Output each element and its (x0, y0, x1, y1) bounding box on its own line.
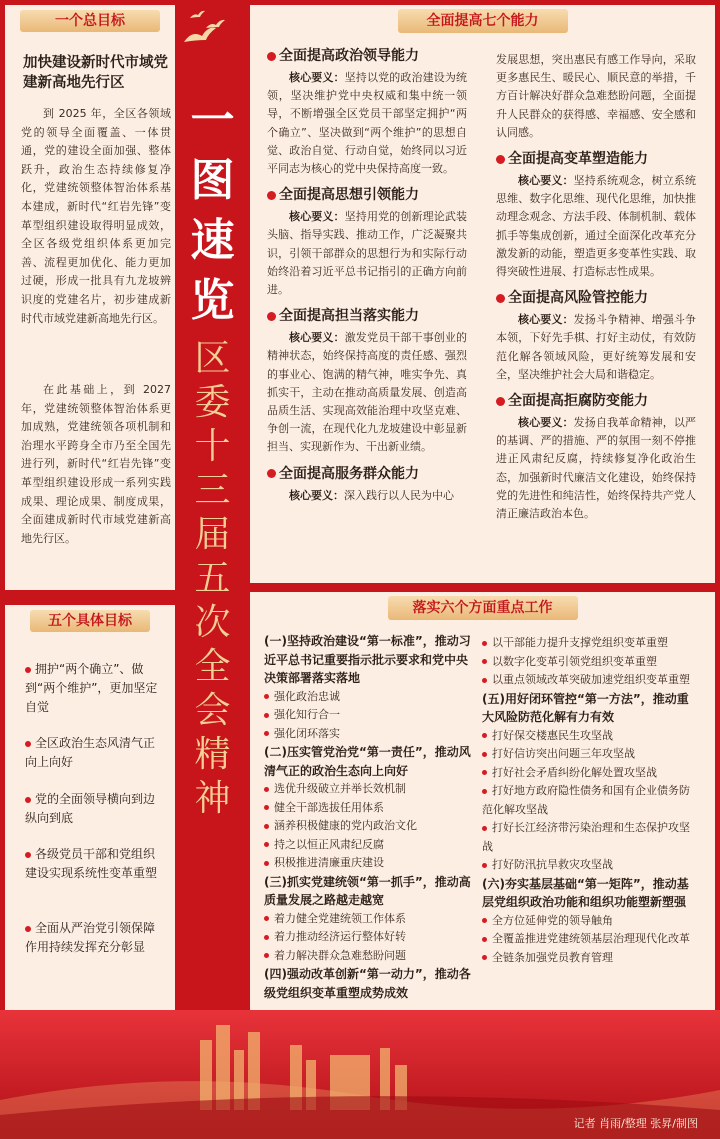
task-item: 强化知行合一 (264, 706, 474, 725)
bullet-dot-icon (482, 955, 487, 960)
bullet-dot-icon (25, 797, 31, 803)
ability-body: 核心要义：发扬自我革命精神，以严的基调、严的措施、严的氛围一刻不停推进正风肃纪反腐，持续修复净化政治生态，加强新时代廉洁文化建设，始终保持党的先进性和纯洁性，始终保持共产党人清正廉洁政治本色。 (496, 416, 697, 521)
task-item: 着力推动经济运行整体好转 (264, 928, 474, 947)
bullet-dot-icon (496, 397, 505, 406)
bullet-dot-icon (482, 918, 487, 923)
task-section-title: (三)抓实党建统领“第一抓手”，推动高质量发展之路越走越宽 (264, 874, 471, 907)
overall-goal-paragraph-1: 到 2025 年，全区各领域党的领导全面覆盖、一体贯通，党的建设全面加强、整体跃升，政治生态持续修复净化，党建统领整体智治体系基本建成，新时代“红岩先锋”变革型组织建设取得明显成效，全区各级党组织体系更加完善、流程更加优化、能力更加过硬，形成一批具有九龙坡辨识度的党建名片，初步建成新时代市域党建新高地先行区。 (21, 107, 171, 325)
overall-goal-panel (5, 5, 175, 590)
tasks-left-column (264, 632, 474, 1002)
bullet-dot-icon (267, 52, 276, 61)
overall-goal-paragraph-2: 在此基础上，到 2027 年，党建统领整体智治体系更加成熟，党建统领各项机制和治理水平跨身全市乃至全国先进行列，新时代“红岩先锋”变革型组织建设形成一系列实践成果、理论成果、制度成果，全面建成新时代市域党建新高地先行区。 (21, 383, 171, 545)
ability-title: 全面提高服务群众能力 (267, 463, 467, 485)
bullet-dot-icon (482, 863, 487, 868)
bullet-dot-icon (482, 770, 487, 775)
bullet-dot-icon (25, 667, 31, 673)
ability-body: 核心要义：坚持系统观念，树立系统思维、数字化思维、现代化思维，加快推动理念观念、方法手段、体制机制、载体抓手等集成创新，通过全面深化改革充分激发新的动能，塑造更多变革性实践、取得突破性进展、打造标志性成果。 (496, 174, 697, 279)
task-item: 以干部能力提升支撑党组织变革重塑 (482, 634, 692, 653)
vertical-title (180, 0, 245, 1000)
ability-body: 核心要义：发扬斗争精神、增强斗争本领，下好先手棋、打好主动仗，有效防范化解各领域风险，更好统筹发展和安全，坚决维护社会大局和谐稳定。 (496, 313, 697, 381)
task-item: 打好地方政府隐性债务和国有企业债务防范化解攻坚战 (482, 784, 690, 816)
ability-body: 核心要义：坚持用党的创新理论武装头脑、指导实践、推动工作，广泛凝聚共识，引领干部群众的思想行为和实际行动始终沿着习近平总书记指引的正确方向前进。 (267, 210, 468, 297)
title-glyph: 全 (194, 646, 231, 687)
overall-goal-banner: 一个总目标 (20, 10, 160, 32)
task-item: 涵养积极健康的党内政治文化 (264, 817, 474, 836)
goal-item: 拥护“两个确立”、做到“两个维护”，更加坚定自觉 (25, 662, 158, 714)
task-item: 打好信访突出问题三年攻坚战 (482, 745, 692, 764)
ability-title: 全面提高担当落实能力 (267, 305, 467, 327)
abilities-left-column (267, 45, 467, 511)
seven-abilities-banner: 全面提高七个能力 (398, 9, 568, 33)
bullet-dot-icon (25, 926, 31, 932)
task-section-title: (一)坚持政治建设“第一标准”，推动习近平总书记重要指示批示要求和党中央决策部署落实落地 (264, 634, 471, 685)
title-glyph: 区 (194, 338, 231, 379)
six-tasks-banner: 落实六个方面重点工作 (388, 596, 578, 620)
task-item: 积极推进清廉重庆建设 (264, 854, 474, 873)
bullet-dot-icon (264, 916, 269, 921)
title-glyph: 委 (194, 382, 231, 423)
ability-body: 核心要义：激发党员干部干事创业的精神状态，始终保持高度的责任感、强烈的事业心、饱满的精气神，唯实争先、真抓实干，主动在推动高质量发展、创造高品质生活、实现高效能治理中攻坚克难、争创一流，在现代化九龙坡建设中彰显新担当、实现新作为、干出新业绩。 (267, 331, 468, 454)
bullet-dot-icon (482, 752, 487, 757)
title-glyph: 速 (190, 216, 235, 265)
bullet-dot-icon (264, 953, 269, 958)
task-item: 全链条加强党员教育管理 (482, 949, 692, 968)
title-glyph: 神 (194, 778, 231, 819)
goal-item: 全面从严治党引领保障作用持续发挥充分彰显 (25, 921, 156, 954)
bullet-dot-icon (264, 787, 269, 792)
bullet-dot-icon (482, 937, 487, 942)
task-section-title: (五)用好闭环管控“第一方法”，推动重大风险防范化解有力有效 (482, 691, 689, 724)
bullet-dot-icon (264, 861, 269, 866)
task-item: 打好防汛抗旱救灾攻坚战 (482, 856, 692, 875)
title-glyph: 览 (190, 276, 235, 325)
bullet-dot-icon (267, 469, 276, 478)
title-glyph: 次 (194, 602, 231, 643)
goal-item: 全区政治生态风清气正向上向好 (25, 736, 156, 769)
ability-title: 全面提高变革塑造能力 (496, 148, 696, 170)
bullet-dot-icon (482, 826, 487, 831)
tasks-right-column (482, 634, 692, 967)
bullet-dot-icon (25, 741, 31, 747)
bullet-dot-icon (267, 312, 276, 321)
task-item: 以重点领域改革突破加速党组织变革重塑 (482, 671, 692, 690)
task-item: 打好保交楼惠民生攻坚战 (482, 727, 692, 746)
bullet-dot-icon (264, 805, 269, 810)
ability-body: 核心要义：坚持以党的政治建设为统领，坚决维护党中央权威和集中统一领导，不断增强全区党员干部坚定拥护“两个确立”、坚决做到“两个维护”的思想自觉、政治自觉、行动自觉，始终同以习近平同志为核心的党中央保持高度一致。 (267, 71, 468, 176)
ability-title: 全面提高政治领导能力 (267, 45, 467, 67)
bullet-dot-icon (264, 694, 269, 699)
task-item: 全方位延伸党的领导触角 (482, 912, 692, 931)
title-glyph: 三 (194, 470, 231, 511)
title-glyph: 会 (194, 690, 231, 731)
title-glyph: 十 (194, 426, 231, 467)
bullet-dot-icon (482, 678, 487, 683)
goal-item: 党的全面领导横向到边纵向到底 (25, 792, 156, 825)
vertical-title-svg (180, 0, 245, 1000)
task-item: 全覆盖推进党建统领基层治理现代化改革 (482, 930, 692, 949)
task-item: 打好社会矛盾纠纷化解处置攻坚战 (482, 764, 692, 783)
seven-abilities-panel (250, 5, 715, 583)
specific-goals-panel (5, 605, 175, 1023)
task-item: 健全干部选拔任用体系 (264, 799, 474, 818)
task-item: 打好长江经济带污染治理和生态保护攻坚战 (482, 821, 690, 853)
bullet-dot-icon (264, 842, 269, 847)
title-glyph: 图 (190, 156, 235, 205)
overall-goal-heading: 加快建设新时代市域党建新高地先行区 (23, 55, 168, 91)
goal-item: 各级党员干部和党组织建设实现系统性变革重塑 (25, 847, 158, 880)
task-item: 以数字化变革引领党组织变革重塑 (482, 653, 692, 672)
specific-goals-banner: 五个具体目标 (30, 610, 150, 632)
ability-body-continuation: 发展思想，突出惠民有感工作导向，采取更多惠民生、暖民心、顺民意的举措，千方百计解决好群众急难愁盼问题，全面提升人民群众的获得感、幸福感、安全感和认同感。 (496, 53, 696, 139)
task-item: 强化政治忠诚 (264, 688, 474, 707)
ability-title: 全面提高风险管控能力 (496, 287, 696, 309)
dove-icon (184, 11, 225, 42)
bullet-dot-icon (267, 191, 276, 200)
title-glyph: 五 (194, 558, 231, 599)
title-glyph: 精 (194, 734, 231, 775)
title-glyph: 一 (190, 96, 235, 145)
task-section-title: (二)压实管党治党“第一责任”，推动风清气正的政治生态向上向好 (264, 745, 471, 778)
bullet-dot-icon (264, 935, 269, 940)
bullet-dot-icon (496, 155, 505, 164)
ability-title: 全面提高拒腐防变能力 (496, 390, 696, 412)
ability-title: 全面提高思想引领能力 (267, 184, 467, 206)
bullet-dot-icon (496, 294, 505, 303)
abilities-right-column (496, 49, 696, 529)
task-item: 选优升级破立并举长效机制 (264, 780, 474, 799)
task-section-title: (六)夯实基层基础“第一矩阵”，推动基层党组织政治功能和组织功能塑新塑强 (482, 876, 689, 909)
bullet-dot-icon (25, 852, 31, 858)
bullet-dot-icon (264, 713, 269, 718)
bullet-dot-icon (482, 733, 487, 738)
task-item: 着力解决群众急难愁盼问题 (264, 947, 474, 966)
title-glyph: 届 (194, 514, 231, 555)
credit-text: 记者 肖雨/整理 张昇/制图 (573, 1117, 698, 1130)
task-section-title: (四)强动改革创新“第一动力”，推动各级党组织变革重塑成势成效 (264, 967, 471, 1000)
bullet-dot-icon (482, 659, 487, 664)
bullet-dot-icon (264, 824, 269, 829)
bullet-dot-icon (264, 731, 269, 736)
task-item: 持之以恒正风肃纪反腐 (264, 836, 474, 855)
bullet-dot-icon (482, 641, 487, 646)
ability-body: 核心要义：深入践行以人民为中心 (289, 488, 454, 502)
bullet-dot-icon (482, 789, 487, 794)
task-item: 强化闭环落实 (264, 725, 474, 744)
six-tasks-panel (250, 592, 715, 1024)
task-item: 着力健全党建统领工作体系 (264, 910, 474, 929)
